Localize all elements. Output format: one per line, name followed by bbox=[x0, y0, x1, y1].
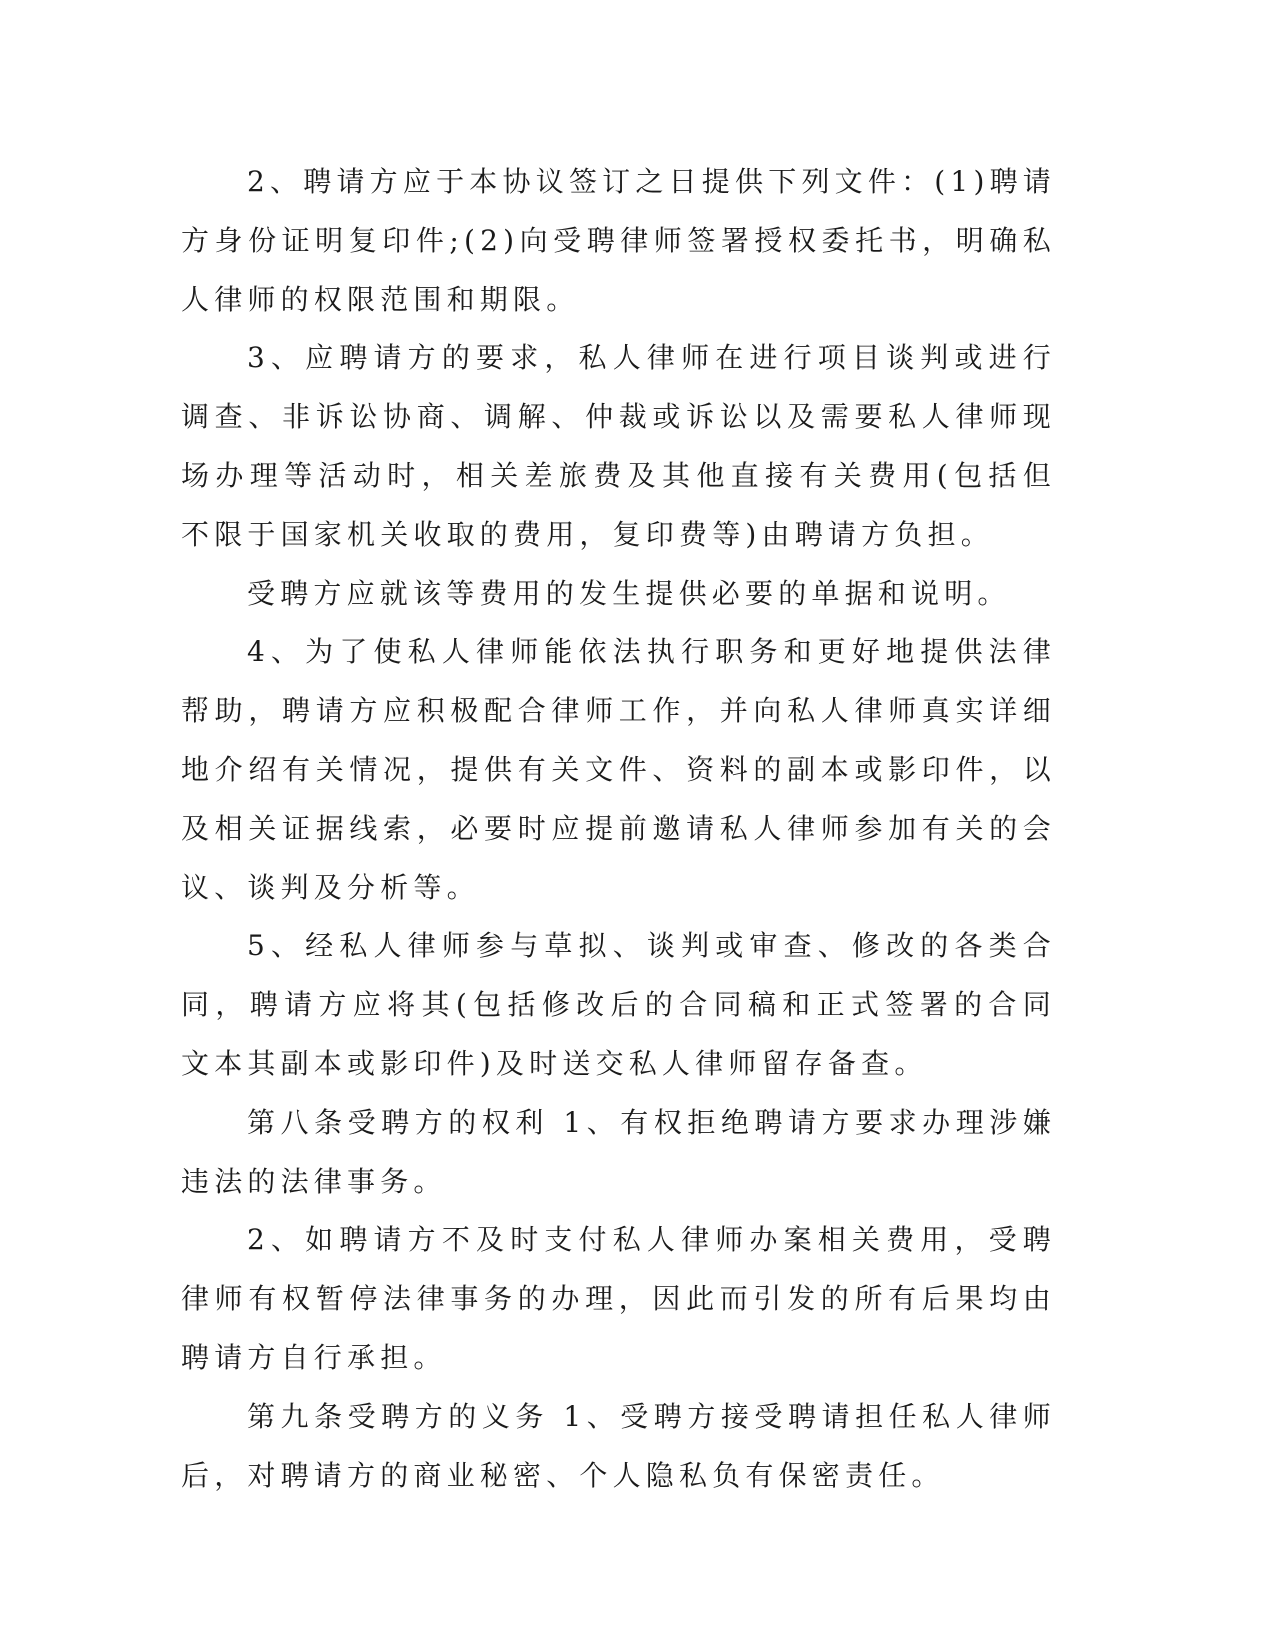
paragraph-2: 3、应聘请方的要求，私人律师在进行项目谈判或进行调查、非诉讼协商、调解、仲裁或诉讼以及需要私人律师现场办理等活动时，相关差旅费及其他直接有关费用(包括但不限于国家机关收取的费用，复印费等)由聘请方负担。 bbox=[181, 341, 1056, 551]
document-body bbox=[181, 153, 1056, 1505]
paragraph-8: 第九条受聘方的义务 1、受聘方接受聘请担任私人律师后，对聘请方的商业秘密、个人隐私负有保密责任。 bbox=[181, 1399, 1056, 1492]
paragraph-7: 2、如聘请方不及时支付私人律师办案相关费用，受聘律师有权暂停法律事务的办理，因此而引发的所有后果均由聘请方自行承担。 bbox=[181, 1223, 1056, 1374]
paragraph-5: 5、经私人律师参与草拟、谈判或审查、修改的各类合同，聘请方应将其(包括修改后的合同稿和正式签署的合同文本其副本或影印件)及时送交私人律师留存备查。 bbox=[181, 929, 1056, 1080]
paragraph-1: 2、聘请方应于本协议签订之日提供下列文件：(1)聘请方身份证明复印件;(2)向受聘律师签署授权委托书，明确私人律师的权限范围和期限。 bbox=[181, 165, 1056, 316]
paragraph-4: 4、为了使私人律师能依法执行职务和更好地提供法律帮助，聘请方应积极配合律师工作，并向私人律师真实详细地介绍有关情况，提供有关文件、资料的副本或影印件，以及相关证据线索，必要时应提前邀请私人律师参加有关的会议、谈判及分析等。 bbox=[181, 635, 1056, 904]
paragraph-6: 第八条受聘方的权利 1、有权拒绝聘请方要求办理涉嫌违法的法律事务。 bbox=[181, 1105, 1056, 1198]
paragraph-3: 受聘方应就该等费用的发生提供必要的单据和说明。 bbox=[247, 576, 1011, 610]
